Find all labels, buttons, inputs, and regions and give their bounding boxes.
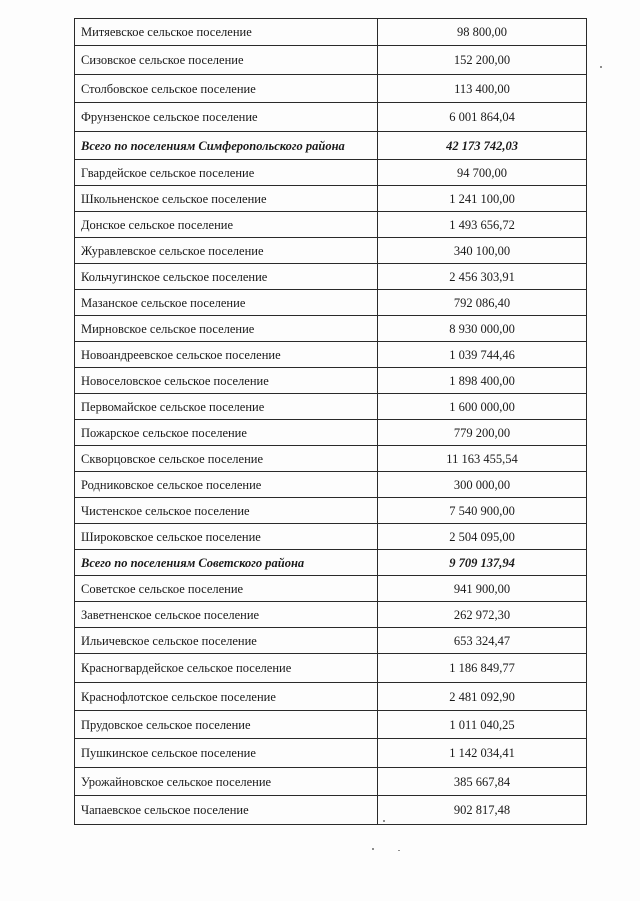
settlement-name-cell: Чапаевское сельское поселение <box>75 796 378 825</box>
table-row <box>75 602 587 628</box>
settlement-name-cell: Фрунзенское сельское поселение <box>75 103 378 132</box>
table-row <box>75 739 587 768</box>
table-row <box>75 711 587 739</box>
table-row <box>75 238 587 264</box>
settlement-name-cell: Донское сельское поселение <box>75 212 378 238</box>
table-row <box>75 19 587 46</box>
table-body <box>75 19 587 825</box>
settlement-name-cell: Родниковское сельское поселение <box>75 472 378 498</box>
settlement-name-cell: Школьненское сельское поселение <box>75 186 378 212</box>
settlement-name-cell: Скворцовское сельское поселение <box>75 446 378 472</box>
amount-cell: 792 086,40 <box>378 290 587 316</box>
amount-cell: 340 100,00 <box>378 238 587 264</box>
settlement-name-cell: Широковское сельское поселение <box>75 524 378 550</box>
amount-cell: 7 540 900,00 <box>378 498 587 524</box>
settlement-name-cell: Мазанское сельское поселение <box>75 290 378 316</box>
settlement-name-cell: Журавлевское сельское поселение <box>75 238 378 264</box>
settlement-name-cell: Всего по поселениям Симферопольского района <box>75 132 378 160</box>
settlement-name-cell: Новоселовское сельское поселение <box>75 368 378 394</box>
table-row <box>75 628 587 654</box>
settlement-name-cell: Гвардейское сельское поселение <box>75 160 378 186</box>
amount-cell: 98 800,00 <box>378 19 587 46</box>
table-row <box>75 446 587 472</box>
amount-cell: 9 709 137,94 <box>378 550 587 576</box>
amount-cell: 152 200,00 <box>378 46 587 75</box>
settlement-name-cell: Советское сельское поселение <box>75 576 378 602</box>
table-row <box>75 472 587 498</box>
settlement-name-cell: Заветненское сельское поселение <box>75 602 378 628</box>
table-row <box>75 394 587 420</box>
amount-cell: 2 481 092,90 <box>378 683 587 711</box>
amount-cell: 262 972,30 <box>378 602 587 628</box>
amount-cell: 113 400,00 <box>378 75 587 103</box>
amount-cell: 6 001 864,04 <box>378 103 587 132</box>
amount-cell: 42 173 742,03 <box>378 132 587 160</box>
settlement-name-cell: Первомайское сельское поселение <box>75 394 378 420</box>
table-row <box>75 768 587 796</box>
amount-cell: 94 700,00 <box>378 160 587 186</box>
table-row <box>75 46 587 75</box>
settlement-name-cell: Митяевское сельское поселение <box>75 19 378 46</box>
amount-cell: 8 930 000,00 <box>378 316 587 342</box>
settlement-name-cell: Мирновское сельское поселение <box>75 316 378 342</box>
settlement-name-cell: Краснофлотское сельское поселение <box>75 683 378 711</box>
table-row <box>75 264 587 290</box>
amount-cell: 902 817,48 <box>378 796 587 825</box>
amount-cell: 1 600 000,00 <box>378 394 587 420</box>
scan-speck <box>398 850 400 851</box>
settlement-name-cell: Пожарское сельское поселение <box>75 420 378 446</box>
amount-cell: 1 011 040,25 <box>378 711 587 739</box>
settlement-name-cell: Столбовское сельское поселение <box>75 75 378 103</box>
table-row <box>75 524 587 550</box>
table-row <box>75 290 587 316</box>
table-row <box>75 342 587 368</box>
scan-speck <box>600 66 602 68</box>
table-row <box>75 654 587 683</box>
amount-cell: 385 667,84 <box>378 768 587 796</box>
table-row <box>75 420 587 446</box>
settlement-name-cell: Новоандреевское сельское поселение <box>75 342 378 368</box>
settlement-budget-table <box>74 18 587 825</box>
settlement-name-cell: Прудовское сельское поселение <box>75 711 378 739</box>
settlement-name-cell: Кольчугинское сельское поселение <box>75 264 378 290</box>
settlement-name-cell: Чистенское сельское поселение <box>75 498 378 524</box>
amount-cell: 779 200,00 <box>378 420 587 446</box>
table-row <box>75 683 587 711</box>
table-row <box>75 498 587 524</box>
table-total-row <box>75 550 587 576</box>
amount-cell: 941 900,00 <box>378 576 587 602</box>
table-row <box>75 212 587 238</box>
settlement-name-cell: Пушкинское сельское поселение <box>75 739 378 768</box>
table-row <box>75 796 587 825</box>
table-row <box>75 75 587 103</box>
settlement-name-cell: Сизовское сельское поселение <box>75 46 378 75</box>
amount-cell: 1 898 400,00 <box>378 368 587 394</box>
settlement-name-cell: Урожайновское сельское поселение <box>75 768 378 796</box>
table-total-row <box>75 132 587 160</box>
amount-cell: 1 186 849,77 <box>378 654 587 683</box>
table-row <box>75 368 587 394</box>
amount-cell: 653 324,47 <box>378 628 587 654</box>
amount-cell: 1 142 034,41 <box>378 739 587 768</box>
scan-speck <box>383 820 385 822</box>
scan-speck <box>372 848 374 850</box>
amount-cell: 1 493 656,72 <box>378 212 587 238</box>
settlement-name-cell: Красногвардейское сельское поселение <box>75 654 378 683</box>
amount-cell: 1 241 100,00 <box>378 186 587 212</box>
amount-cell: 2 456 303,91 <box>378 264 587 290</box>
settlement-name-cell: Ильичевское сельское поселение <box>75 628 378 654</box>
settlement-name-cell: Всего по поселениям Советского района <box>75 550 378 576</box>
amount-cell: 1 039 744,46 <box>378 342 587 368</box>
table-row <box>75 316 587 342</box>
amount-cell: 300 000,00 <box>378 472 587 498</box>
table-row <box>75 160 587 186</box>
table-row <box>75 576 587 602</box>
table-row <box>75 186 587 212</box>
amount-cell: 2 504 095,00 <box>378 524 587 550</box>
amount-cell: 11 163 455,54 <box>378 446 587 472</box>
table-row <box>75 103 587 132</box>
